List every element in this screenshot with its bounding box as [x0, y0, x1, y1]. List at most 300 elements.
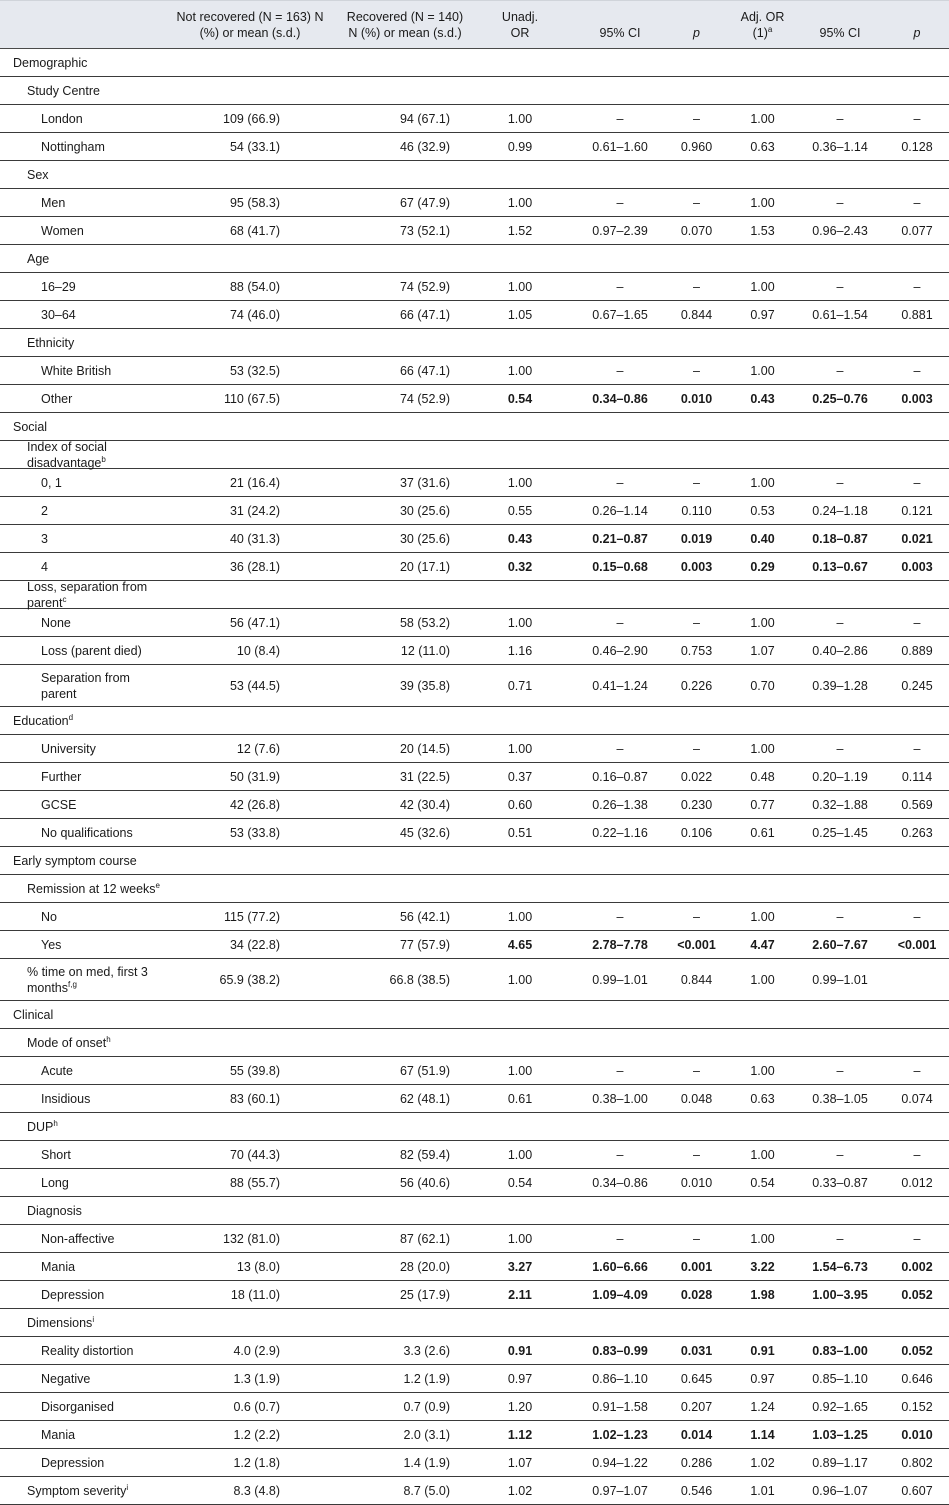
not-recovered-cell: 53 (33.8) — [229, 825, 280, 840]
adj-or-cell: 0.97 — [750, 307, 775, 322]
row-label-cell — [0, 875, 160, 902]
unadj-or-cell: 0.71 — [507, 678, 533, 693]
row-label — [0, 853, 137, 869]
row-label — [0, 1455, 104, 1471]
table-row — [0, 637, 949, 665]
row-label-cell — [0, 1001, 160, 1028]
adj-p-value-cell: 0.646 — [901, 1371, 933, 1386]
unadj-or-cell: 4.65 — [507, 937, 533, 952]
adj-ci-cell: 0.18–0.87 — [812, 531, 868, 546]
adj-p-value-cell: – — [913, 475, 921, 490]
adj-ci-cell: 0.96–1.07 — [812, 1483, 868, 1498]
table-row — [0, 931, 949, 959]
unadj-or-cell: 1.00 — [507, 279, 533, 294]
not-recovered-cell: 109 (66.9) — [223, 111, 280, 126]
row-label-cell — [0, 735, 160, 762]
not-recovered-cell: 70 (44.3) — [229, 1147, 280, 1162]
table-header — [0, 0, 949, 49]
adj-or-cell: 0.91 — [750, 1343, 775, 1358]
adj-ci-cell: 0.24–1.18 — [812, 503, 868, 518]
row-label — [0, 643, 142, 659]
ci-cell: – — [616, 741, 624, 756]
table-row — [0, 217, 949, 245]
row-label — [0, 439, 160, 471]
recovered-cell: 39 (35.8) — [399, 678, 450, 693]
ci-cell: 1.02–1.23 — [592, 1427, 648, 1442]
adj-or-cell: 0.40 — [750, 531, 775, 546]
row-label-text: Short — [41, 1147, 71, 1162]
unadj-or-cell: 0.97 — [507, 1371, 533, 1386]
row-label — [0, 531, 48, 547]
recovered-cell: 66.8 (38.5) — [389, 972, 450, 987]
adj-ci-cell: 0.13–0.67 — [812, 559, 868, 574]
row-label-text: Other — [41, 391, 73, 406]
ci-cell: 0.91–1.58 — [592, 1399, 648, 1414]
group-row — [0, 1029, 949, 1057]
adj-or-cell: 1.00 — [750, 279, 775, 294]
p-value-cell: 0.001 — [680, 1259, 713, 1274]
row-label-cell — [0, 77, 160, 104]
adj-or-cell: 1.00 — [750, 741, 775, 756]
footnote-marker: h — [53, 1118, 58, 1128]
ci-cell: 0.16–0.87 — [592, 769, 648, 784]
adj-or-cell: 0.53 — [750, 503, 775, 518]
ci-cell: – — [616, 363, 624, 378]
row-label — [0, 1175, 69, 1191]
row-label-text: 2 — [41, 503, 48, 518]
adj-ci-cell: – — [836, 1063, 844, 1078]
unadj-or-cell: 1.00 — [507, 741, 533, 756]
row-label-cell — [0, 1057, 160, 1084]
row-label-text: Acute — [41, 1063, 73, 1078]
row-label-cell — [0, 791, 160, 818]
row-label — [0, 881, 160, 897]
row-label — [0, 1399, 114, 1415]
adj-p-value-cell: 0.003 — [901, 391, 933, 406]
adj-ci-cell: – — [836, 475, 844, 490]
not-recovered-cell: 40 (31.3) — [229, 531, 280, 546]
table-row — [0, 1057, 949, 1085]
adj-or-cell: 1.00 — [750, 1147, 775, 1162]
p-value-cell: – — [693, 195, 700, 210]
row-label — [0, 1483, 128, 1499]
row-label-text: Dimensions — [27, 1315, 93, 1330]
row-label-text: Loss (parent died) — [41, 643, 142, 658]
section-row — [0, 707, 949, 735]
header-not-recovered — [160, 9, 340, 41]
adj-p-value-cell: 0.003 — [901, 559, 933, 574]
row-label-cell — [0, 133, 160, 160]
header-unadj-or — [490, 9, 550, 41]
table-row — [0, 665, 949, 707]
row-label — [0, 83, 100, 99]
not-recovered-cell: 21 (16.4) — [229, 475, 280, 490]
adj-or-cell: 1.00 — [750, 909, 775, 924]
row-label — [0, 55, 87, 71]
adj-ci-cell: 0.96–2.43 — [812, 223, 868, 238]
row-label-cell — [0, 217, 160, 244]
recovered-cell: 28 (20.0) — [399, 1259, 450, 1274]
group-row — [0, 245, 949, 273]
recovered-cell: 67 (47.9) — [399, 195, 450, 210]
unadj-or-cell: 1.00 — [507, 111, 533, 126]
adj-ci-cell: 0.20–1.19 — [812, 769, 868, 784]
table-row — [0, 1253, 949, 1281]
row-label — [0, 391, 72, 407]
adj-p-value-cell: – — [913, 1231, 921, 1246]
header-ci: 95% CI — [599, 26, 641, 40]
adj-ci-cell: 0.40–2.86 — [812, 643, 868, 658]
row-label — [0, 1343, 133, 1359]
ci-cell: 0.99–1.01 — [592, 972, 648, 987]
not-recovered-cell: 65.9 (38.2) — [219, 972, 280, 987]
not-recovered-cell: 13 (8.0) — [236, 1259, 280, 1274]
row-label-text: Women — [41, 223, 84, 238]
unadj-or-cell: 1.00 — [507, 909, 533, 924]
recovered-cell: 73 (52.1) — [399, 223, 450, 238]
row-label-text: 4 — [41, 559, 48, 574]
adj-ci-cell: – — [836, 111, 844, 126]
recovered-cell: 74 (52.9) — [399, 279, 450, 294]
recovered-cell: 82 (59.4) — [399, 1147, 450, 1162]
recovered-cell: 20 (17.1) — [399, 559, 450, 574]
row-label-text: Sex — [27, 167, 49, 182]
recovered-cell: 56 (40.6) — [399, 1175, 450, 1190]
row-label-text: Mania — [41, 1427, 76, 1442]
row-label-text: Remission at 12 weeks — [27, 881, 156, 896]
recovered-cell: 67 (51.9) — [399, 1063, 450, 1078]
unadj-or-cell: 0.55 — [507, 503, 533, 518]
p-value-cell: – — [693, 909, 700, 924]
row-label — [0, 1287, 104, 1303]
unadj-or-cell: 1.00 — [507, 1147, 533, 1162]
recovered-cell: 20 (14.5) — [399, 741, 450, 756]
adj-ci-cell: – — [836, 909, 844, 924]
unadj-or-cell: 0.54 — [507, 391, 533, 406]
header-p: p — [693, 26, 700, 40]
table-row — [0, 525, 949, 553]
row-label — [0, 223, 84, 239]
row-label — [0, 1063, 73, 1079]
row-label — [0, 1427, 75, 1443]
not-recovered-cell: 18 (11.0) — [230, 1287, 280, 1302]
recovered-cell: 25 (17.9) — [399, 1287, 450, 1302]
row-label-text: Men — [41, 195, 66, 210]
adj-p-value-cell: – — [913, 1147, 921, 1162]
row-label-text: Reality distortion — [41, 1343, 134, 1358]
table-row — [0, 273, 949, 301]
recovered-cell: 62 (48.1) — [399, 1091, 450, 1106]
row-label-cell — [0, 1141, 160, 1168]
p-value-cell: – — [693, 363, 700, 378]
group-row — [0, 1113, 949, 1141]
row-label-cell — [0, 525, 160, 552]
table-row — [0, 385, 949, 413]
row-label-cell — [0, 903, 160, 930]
adj-p-value-cell: 0.263 — [901, 825, 933, 840]
group-row — [0, 441, 949, 469]
row-label-text: Nottingham — [41, 139, 105, 154]
table-row — [0, 1225, 949, 1253]
table-row — [0, 959, 949, 1001]
table-row — [0, 1421, 949, 1449]
row-label-text: Insidious — [41, 1091, 91, 1106]
row-label-text: Negative — [41, 1371, 91, 1386]
not-recovered-cell: 115 (77.2) — [223, 909, 280, 924]
row-label-text: Age — [27, 251, 50, 266]
row-label — [0, 1035, 111, 1051]
unadj-or-cell: 0.32 — [507, 559, 533, 574]
adj-ci-cell: – — [836, 279, 844, 294]
adj-or-cell: 0.70 — [750, 678, 775, 693]
row-label — [0, 964, 160, 996]
row-label-cell — [0, 1309, 160, 1336]
section-row — [0, 847, 949, 875]
row-label — [0, 251, 49, 267]
adj-ci-cell: 0.85–1.10 — [812, 1371, 868, 1386]
row-label — [0, 195, 65, 211]
footnote-marker: i — [92, 1314, 95, 1324]
row-label — [0, 559, 48, 575]
p-value-cell: 0.106 — [680, 825, 713, 840]
adj-ci-cell: 0.99–1.01 — [812, 972, 868, 987]
adj-or-cell: 0.43 — [750, 391, 775, 406]
table-row — [0, 1365, 949, 1393]
unadj-or-cell: 1.00 — [507, 615, 533, 630]
row-label-cell — [0, 1253, 160, 1280]
p-value-cell: 0.014 — [680, 1427, 713, 1442]
adj-ci-cell: – — [836, 615, 844, 630]
ci-cell: – — [616, 475, 624, 490]
recovered-cell: 37 (31.6) — [399, 475, 450, 490]
row-label-text: % time on med, first 3 months — [27, 964, 148, 995]
p-value-cell: – — [693, 279, 700, 294]
row-label-text: 3 — [41, 531, 48, 546]
adj-ci-cell: 1.03–1.25 — [812, 1427, 868, 1442]
row-label-cell — [0, 1477, 160, 1504]
row-label-text: Mania — [41, 1259, 76, 1274]
row-label-cell — [0, 931, 160, 958]
not-recovered-cell: 53 (44.5) — [229, 678, 280, 693]
ci-cell: – — [616, 1063, 624, 1078]
adj-ci-cell: – — [836, 363, 844, 378]
not-recovered-cell: 10 (8.4) — [236, 643, 280, 658]
recovered-cell: 3.3 (2.6) — [403, 1343, 450, 1358]
not-recovered-cell: 83 (60.1) — [229, 1091, 280, 1106]
not-recovered-cell: 36 (28.1) — [229, 559, 280, 574]
row-label-text: Yes — [41, 937, 62, 952]
header-recovered-line2: N (%) or mean (s.d.) — [348, 26, 462, 40]
adj-p-value-cell: <0.001 — [897, 937, 937, 952]
ci-cell: 0.15–0.68 — [592, 559, 648, 574]
ci-cell: 0.26–1.14 — [592, 503, 648, 518]
group-row — [0, 77, 949, 105]
adj-p-value-cell: 0.021 — [901, 531, 933, 546]
adj-or-cell: 1.01 — [750, 1483, 775, 1498]
header-not-recovered-line1: Not recovered (N = 163) N — [176, 10, 324, 24]
adj-ci-cell: 0.83–1.00 — [812, 1343, 868, 1358]
row-label-text: Depression — [41, 1455, 105, 1470]
header-adj-or-line2 — [730, 25, 795, 41]
adj-or-cell: 3.22 — [750, 1259, 775, 1274]
row-label-cell — [0, 1197, 160, 1224]
row-label-cell — [0, 357, 160, 384]
p-value-cell: – — [693, 1231, 700, 1246]
row-label-text: Early symptom course — [13, 853, 137, 868]
row-label-cell — [0, 581, 160, 608]
row-label-cell — [0, 189, 160, 216]
adj-p-value-cell: – — [913, 615, 921, 630]
table-row — [0, 1169, 949, 1197]
ci-cell: – — [616, 909, 624, 924]
recovered-cell: 2.0 (3.1) — [403, 1427, 450, 1442]
unadj-or-cell: 1.07 — [507, 1455, 533, 1470]
row-label — [0, 1007, 53, 1023]
adj-or-cell: 1.00 — [750, 475, 775, 490]
recovered-cell: 77 (57.9) — [399, 937, 450, 952]
adj-p-value-cell: 0.002 — [901, 1259, 933, 1274]
adj-or-cell: 1.98 — [750, 1287, 775, 1302]
adj-or-cell: 1.53 — [750, 223, 775, 238]
p-value-cell: 0.019 — [680, 531, 713, 546]
row-label-cell — [0, 609, 160, 636]
row-label-cell — [0, 273, 160, 300]
row-label-cell — [0, 385, 160, 412]
row-label-cell — [0, 1281, 160, 1308]
row-label-cell — [0, 1085, 160, 1112]
adj-p-value-cell: 0.607 — [901, 1483, 933, 1498]
row-label-text: DUP — [27, 1119, 54, 1134]
adj-or-cell: 1.14 — [750, 1427, 775, 1442]
p-value-cell: – — [693, 615, 700, 630]
ci-cell: 2.78–7.78 — [592, 937, 648, 952]
not-recovered-cell: 54 (33.1) — [229, 139, 280, 154]
adj-or-cell: 1.02 — [750, 1455, 775, 1470]
row-label-cell — [0, 1029, 160, 1056]
adj-or-cell: 1.00 — [750, 363, 775, 378]
unadj-or-cell: 3.27 — [507, 1259, 533, 1274]
unadj-or-cell: 1.16 — [507, 643, 533, 658]
unadj-or-cell: 0.99 — [507, 139, 533, 154]
row-label-text: Depression — [41, 1287, 105, 1302]
row-label-cell — [0, 1225, 160, 1252]
row-label — [0, 1147, 71, 1163]
section-row — [0, 49, 949, 77]
table-row — [0, 1477, 949, 1505]
group-row — [0, 161, 949, 189]
adj-ci-cell: 0.61–1.54 — [812, 307, 868, 322]
not-recovered-cell: 132 (81.0) — [223, 1231, 280, 1246]
row-label-cell — [0, 1337, 160, 1364]
row-label — [0, 503, 48, 519]
row-label — [0, 741, 96, 757]
not-recovered-cell: 0.6 (0.7) — [233, 1399, 280, 1414]
table-row — [0, 189, 949, 217]
p-value-cell: 0.753 — [680, 643, 713, 658]
row-label-cell — [0, 707, 160, 734]
adj-p-value-cell: 0.010 — [901, 1427, 933, 1442]
adj-or-cell: 0.97 — [750, 1371, 775, 1386]
adj-p-value-cell: 0.802 — [901, 1455, 933, 1470]
group-row — [0, 875, 949, 903]
p-value-cell: 0.645 — [680, 1371, 713, 1386]
not-recovered-cell: 31 (24.2) — [229, 503, 280, 518]
recovered-cell: 46 (32.9) — [399, 139, 450, 154]
not-recovered-cell: 88 (54.0) — [229, 279, 280, 294]
group-row — [0, 1309, 949, 1337]
recovered-cell: 87 (62.1) — [399, 1231, 450, 1246]
row-label-cell — [0, 413, 160, 440]
adj-or-cell: 0.48 — [750, 769, 775, 784]
recovered-cell: 30 (25.6) — [399, 503, 450, 518]
ci-cell: 0.83–0.99 — [592, 1343, 648, 1358]
row-label — [0, 1259, 75, 1275]
adj-p-value-cell: 0.889 — [901, 643, 933, 658]
recovered-cell: 31 (22.5) — [399, 769, 450, 784]
adj-p-value-cell: 0.128 — [901, 139, 933, 154]
ci-cell: 0.97–1.07 — [592, 1483, 648, 1498]
row-label-text: GCSE — [41, 797, 77, 812]
ci-cell: 0.97–2.39 — [592, 223, 648, 238]
adj-or-cell: 1.24 — [750, 1399, 775, 1414]
adj-ci-cell: – — [836, 195, 844, 210]
recovered-cell: 42 (30.4) — [399, 797, 450, 812]
row-label — [0, 769, 81, 785]
header-not-recovered-line2: (%) or mean (s.d.) — [199, 26, 301, 40]
adj-p-value-cell: 0.052 — [901, 1287, 933, 1302]
ci-cell: 0.34–0.86 — [592, 391, 648, 406]
header-adj-ci: 95% CI — [819, 26, 861, 40]
group-row — [0, 581, 949, 609]
row-label — [0, 615, 71, 631]
table-row — [0, 553, 949, 581]
table-row — [0, 1393, 949, 1421]
row-label-text: Mode of onset — [27, 1035, 107, 1050]
adj-or-cell: 4.47 — [750, 937, 775, 952]
adj-p-value-cell: 0.881 — [901, 307, 933, 322]
row-label-cell — [0, 763, 160, 790]
ci-cell: 0.38–1.00 — [592, 1091, 648, 1106]
not-recovered-cell: 50 (31.9) — [229, 769, 280, 784]
not-recovered-cell: 12 (7.6) — [236, 741, 280, 756]
row-label-cell — [0, 161, 160, 188]
ci-cell: – — [616, 615, 624, 630]
p-value-cell: 0.546 — [680, 1483, 713, 1498]
adj-ci-cell: 0.92–1.65 — [812, 1399, 868, 1414]
footnote-marker: i — [126, 1482, 129, 1492]
row-label — [0, 167, 49, 183]
row-label-text: Separation from parent — [41, 670, 130, 701]
row-label-text: Loss, separation from parent — [27, 579, 148, 610]
row-label — [0, 363, 111, 379]
ci-cell: – — [616, 195, 624, 210]
header-adj-p: p — [913, 26, 921, 40]
unadj-or-cell: 0.43 — [507, 531, 533, 546]
p-value-cell: 0.022 — [680, 769, 713, 784]
row-label-cell — [0, 1169, 160, 1196]
ci-cell: 1.60–6.66 — [592, 1259, 648, 1274]
adj-ci-cell: 0.39–1.28 — [812, 678, 868, 693]
p-value-cell: 0.028 — [680, 1287, 713, 1302]
row-label — [0, 335, 74, 351]
row-label-text: Diagnosis — [27, 1203, 82, 1218]
adj-ci-cell: – — [836, 1147, 844, 1162]
p-value-cell: <0.001 — [677, 937, 716, 952]
table-body — [0, 49, 949, 1505]
unadj-or-cell: 0.37 — [507, 769, 533, 784]
unadj-or-cell: 2.11 — [508, 1287, 532, 1302]
row-label-cell — [0, 245, 160, 272]
